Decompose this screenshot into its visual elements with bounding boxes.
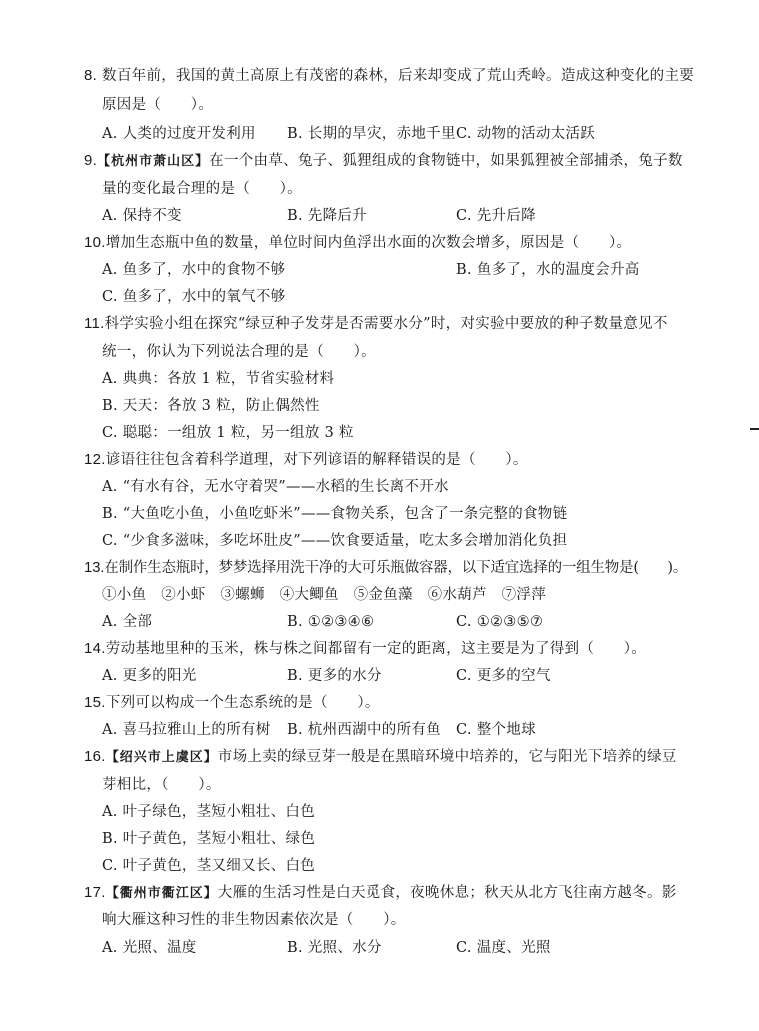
option-c[interactable]: C. 聪聪：一组放 1 粒，另一组放 3 粒 — [102, 425, 354, 441]
option-a[interactable]: A. 喜马拉雅山上的所有树 — [102, 722, 271, 738]
option-a[interactable]: A. 鱼多了，水中的食物不够 — [102, 262, 286, 278]
option-c[interactable]: C. 温度、光照 — [456, 940, 551, 956]
question-text: 谚语往往包含着科学道理，对下列谚语的解释错误的是（ ）。 — [105, 452, 528, 468]
question-text: 在制作生态瓶时，梦梦选择用洗干净的大可乐瓶做容器，以下适宜选择的一组生物是( )。 — [104, 560, 688, 576]
option-a[interactable]: A. 人类的过度开发利用 — [102, 126, 256, 142]
option-c[interactable]: C. 整个地球 — [456, 722, 536, 738]
option-c[interactable]: C. 鱼多了，水中的氧气不够 — [102, 289, 286, 305]
option-b[interactable]: B. ①②③④⑥ — [287, 614, 375, 630]
source-tag: 【绍兴市上虞区】 — [105, 750, 218, 765]
question-text: 增加生态瓶中鱼的数量，单位时间内鱼浮出水面的次数会增多，原因是（ ）。 — [105, 235, 632, 251]
option-b[interactable]: B. “大鱼吃小鱼，小鱼吃虾米”——食物关系，包含了一条完整的食物链 — [102, 506, 568, 522]
source-tag: 【杭州市萧山区】 — [97, 154, 210, 169]
question-16-line-1 — [84, 747, 677, 768]
option-b[interactable]: B. 长期的旱灾，赤地千里 — [287, 126, 456, 142]
question-14-line-1 — [84, 639, 646, 659]
question-number: 12. — [84, 451, 106, 468]
question-16-line-2: 芽相比，（ ）。 — [102, 777, 221, 793]
question-number: 11. — [84, 315, 105, 332]
question-text: 在一个由草、兔子、狐狸组成的食物链中，如果狐狸被全部捕杀，兔子数 — [209, 153, 683, 169]
question-text: 大雁的生活习性是白天觅食，夜晚休息；秋天从北方飞往南方越冬。影 — [217, 885, 677, 901]
option-b[interactable]: B. 光照、水分 — [287, 940, 382, 956]
option-c[interactable]: C. 先升后降 — [456, 208, 536, 224]
question-12-line-1 — [84, 450, 528, 470]
question-13-line-1 — [84, 558, 687, 578]
question-9-line-2: 量的变化最合理的是（ ）。 — [102, 181, 302, 197]
question-8-line-1 — [84, 66, 694, 86]
option-a[interactable]: A. 更多的阳光 — [102, 668, 197, 684]
question-8-line-2: 原因是（ ）。 — [102, 97, 214, 113]
option-a[interactable]: A. 保持不变 — [102, 208, 182, 224]
option-a[interactable]: A. 光照、温度 — [102, 940, 197, 956]
option-c[interactable]: C. 叶子黄色，茎又细又长、白色 — [102, 858, 316, 874]
question-number: 9. — [84, 152, 98, 169]
question-number: 13. — [84, 559, 105, 576]
question-15-line-1 — [84, 693, 380, 713]
source-tag: 【衢州市衢江区】 — [105, 886, 218, 901]
option-a[interactable]: A. 典典：各放 1 粒，节省实验材料 — [102, 371, 335, 387]
option-a[interactable]: A. 叶子绿色，茎短小粗壮、白色 — [102, 804, 315, 820]
question-number: 15. — [84, 694, 106, 711]
question-text: 市场上卖的绿豆芽一般是在黑暗环境中培养的，它与阳光下培养的绿豆 — [217, 749, 677, 765]
option-b[interactable]: B. 杭州西湖中的所有鱼 — [287, 722, 441, 738]
question-17-line-2: 响大雁这种习性的非生物因素依次是（ ）。 — [102, 912, 406, 928]
question-number: 16. — [84, 748, 106, 765]
question-13-organism-list: ①小鱼 ②小虾 ③螺蛳 ④大鲫鱼 ⑤金鱼藻 ⑥水葫芦 ⑦浮萍 — [102, 587, 546, 603]
option-a[interactable]: A. 全部 — [102, 614, 153, 630]
option-c[interactable]: C. 更多的空气 — [456, 668, 551, 684]
question-17-line-1 — [84, 883, 677, 904]
option-b[interactable]: B. 更多的水分 — [287, 668, 382, 684]
question-number: 8. — [84, 67, 98, 84]
question-11-line-2: 统一，你认为下列说法合理的是（ ）。 — [102, 344, 376, 360]
question-text: 数百年前，我国的黄土高原上有茂密的森林，后来却变成了荒山秃岭。造成这种变化的主要 — [102, 68, 695, 84]
question-11-line-1 — [84, 314, 668, 334]
option-b[interactable]: B. 先降后升 — [287, 208, 367, 224]
question-text: 下列可以构成一个生态系统的是（ ）。 — [105, 695, 380, 711]
question-text: 劳动基地里种的玉米，株与株之间都留有一定的距离，这主要是为了得到（ ）。 — [105, 641, 647, 657]
option-c[interactable]: C. 动物的活动太活跃 — [456, 126, 596, 142]
option-b[interactable]: B. 叶子黄色，茎短小粗壮、绿色 — [102, 831, 316, 847]
question-number: 17. — [84, 884, 106, 901]
page-edge-mark — [750, 428, 759, 430]
option-c[interactable]: C. ①②③⑤⑦ — [456, 614, 544, 630]
question-text: 科学实验小组在探究“绿豆种子发芽是否需要水分”时，对实验中要放的种子数量意见不 — [104, 316, 668, 332]
question-number: 14. — [84, 640, 106, 657]
option-c[interactable]: C. “少食多滋味，多吃坏肚皮”——饮食要适量，吃太多会增加消化负担 — [102, 533, 568, 549]
question-10-line-1 — [84, 233, 631, 253]
question-9-line-1 — [84, 151, 683, 172]
option-b[interactable]: B. 天天：各放 3 粒，防止偶然性 — [102, 398, 320, 414]
option-a[interactable]: A. “有水有谷，无水守着哭”——水稻的生长离不开水 — [102, 479, 449, 495]
question-number: 10. — [84, 234, 106, 251]
option-b[interactable]: B. 鱼多了，水的温度会升高 — [456, 262, 640, 278]
